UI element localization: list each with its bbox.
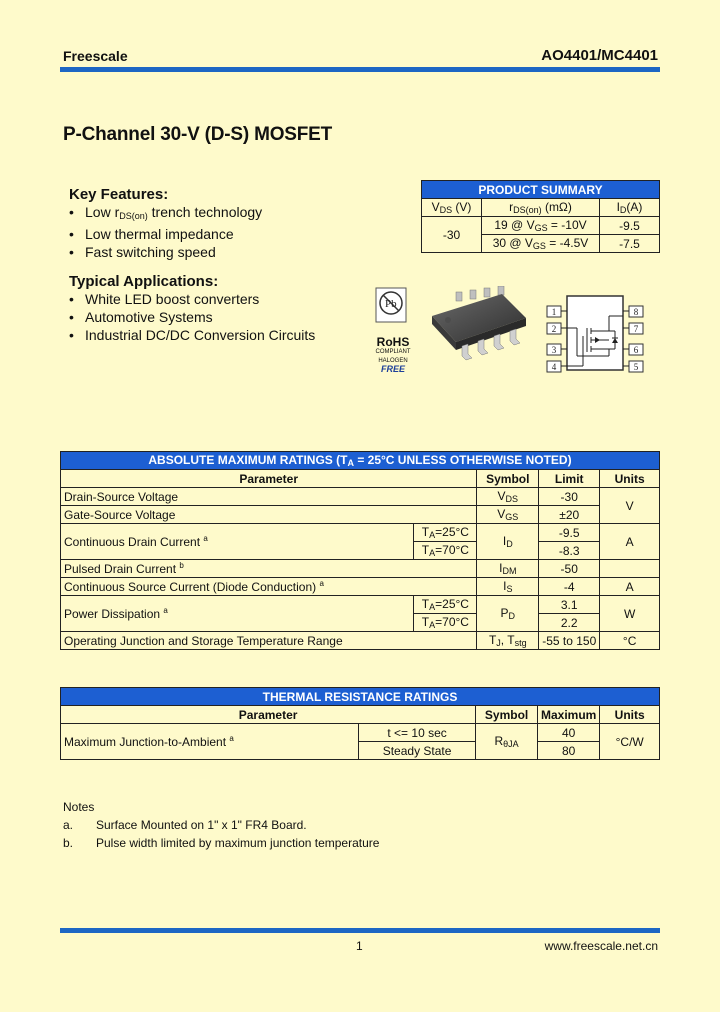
page-number: 1 bbox=[356, 939, 363, 953]
absolute-max-ratings-table bbox=[60, 451, 660, 650]
notes bbox=[63, 798, 379, 852]
column-header: Units bbox=[600, 470, 660, 488]
notes-heading: Notes bbox=[63, 800, 95, 814]
pinout-diagram bbox=[543, 290, 661, 376]
rds-value: 19 @ $V_{GS} = -10V$ bbox=[482, 217, 600, 235]
abs-max-title: ABSOLUTE MAXIMUM RATINGS ($T_A = 25^\circ C$ UNLESS OTHERWISE NOTED) bbox=[61, 452, 660, 470]
mosfet-symbol-icon bbox=[543, 290, 661, 376]
product-summary-title: PRODUCT SUMMARY bbox=[422, 181, 660, 199]
footer-divider bbox=[60, 928, 660, 933]
note-item: b. Pulse width limited by maximum junction temperature bbox=[63, 836, 380, 850]
table-row: Power Dissipation $^a$ $T_A=25^\circ C$ $P_D$ 3.1 W bbox=[61, 596, 660, 614]
column-header: Limit bbox=[539, 470, 600, 488]
column-header: Symbol bbox=[477, 470, 539, 488]
website-link[interactable]: www.freescale.net.cn bbox=[544, 939, 658, 953]
rohs-badge bbox=[372, 286, 414, 378]
table-row: $T_A=70^\circ C$ 2.2 bbox=[61, 614, 660, 632]
typical-applications bbox=[69, 273, 315, 344]
column-header-rds: $r_{DS(on)}$ (mΩ) bbox=[482, 199, 600, 217]
so8-package-image bbox=[426, 286, 532, 364]
table-row: Steady State 80 bbox=[61, 742, 660, 760]
list-item: • Industrial DC/DC Conversion Circuits bbox=[69, 326, 315, 344]
typical-applications-heading: Typical Applications: bbox=[69, 273, 219, 290]
part-number: AO4401/MC4401 bbox=[541, 47, 658, 64]
pin-number: 1 bbox=[551, 307, 557, 317]
id-value: -9.5 bbox=[600, 217, 660, 235]
column-header: Parameter bbox=[61, 470, 477, 488]
page-title: P-Channel 30-V (D-S) MOSFET bbox=[63, 124, 333, 145]
column-header: Parameter bbox=[61, 706, 476, 724]
pin-number: 5 bbox=[633, 362, 639, 372]
halogen-label: HALOGEN bbox=[378, 358, 408, 364]
pin-number: 2 bbox=[551, 324, 557, 334]
thermal-resistance-table bbox=[60, 687, 660, 760]
table-row: Operating Junction and Storage Temperature Range $T_J$, $T_{stg}$ -55 to 150 °C bbox=[61, 632, 660, 650]
rds-value: 30 @ $V_{GS} = -4.5V$ bbox=[482, 235, 600, 253]
table-row: Drain-Source Voltage $V_{DS}$ -30 V bbox=[61, 488, 660, 506]
vds-value: -30 bbox=[422, 217, 482, 253]
pin-number: 3 bbox=[551, 345, 557, 355]
id-value: -7.5 bbox=[600, 235, 660, 253]
list-item: • Automotive Systems bbox=[69, 308, 315, 326]
list-item: • White LED boost converters bbox=[69, 290, 315, 308]
typical-applications-list bbox=[69, 290, 315, 344]
product-summary-table bbox=[421, 180, 660, 253]
key-features-list bbox=[69, 203, 262, 261]
svg-text:Pb: Pb bbox=[385, 298, 397, 310]
key-features-heading: Key Features: bbox=[69, 186, 169, 203]
column-header-vds: $V_{DS}$ (V) bbox=[422, 199, 482, 217]
table-row: Continuous Drain Current $^a$ $T_A=25^\circ C$ $I_D$ -9.5 A bbox=[61, 524, 660, 542]
rohs-compliant: COMPLIANT bbox=[375, 349, 411, 355]
halogen-free-label: FREE bbox=[380, 364, 405, 374]
column-header: Units bbox=[600, 706, 660, 724]
column-header: Symbol bbox=[476, 706, 538, 724]
list-item: • Low $r_{DS(on)}$ trench technology bbox=[69, 203, 262, 225]
table-row: Gate-Source Voltage $V_{GS}$ ±20 bbox=[61, 506, 660, 524]
note-item: a. Surface Mounted on 1" x 1" FR4 Board. bbox=[63, 818, 307, 832]
column-header: Maximum bbox=[538, 706, 600, 724]
key-features bbox=[69, 186, 262, 261]
pin-number: 7 bbox=[633, 324, 639, 334]
rohs-label: RoHS bbox=[376, 335, 410, 349]
list-item: • Low thermal impedance bbox=[69, 225, 262, 243]
pin-number: 4 bbox=[551, 362, 557, 372]
pb-free-icon bbox=[372, 286, 414, 330]
pin-number: 6 bbox=[633, 345, 639, 355]
pin-number: 8 bbox=[633, 307, 639, 317]
table-row: Maximum Junction-to-Ambient $^a$ t <= 10 sec $R_{\theta JA}$ 40 °C/W bbox=[61, 724, 660, 742]
column-header-id: $I_D(A)$ bbox=[600, 199, 660, 217]
table-row: $T_A=70^\circ C$ -8.3 bbox=[61, 542, 660, 560]
thermal-title: THERMAL RESISTANCE RATINGS bbox=[61, 688, 660, 706]
header-divider bbox=[60, 67, 660, 72]
table-row: Continuous Source Current (Diode Conduction) $^a$ $I_S$ -4 A bbox=[61, 578, 660, 596]
list-item: • Fast switching speed bbox=[69, 243, 262, 261]
brand-name: Freescale bbox=[63, 48, 128, 64]
table-row: Pulsed Drain Current $^b$ $I_{DM}$ -50 bbox=[61, 560, 660, 578]
